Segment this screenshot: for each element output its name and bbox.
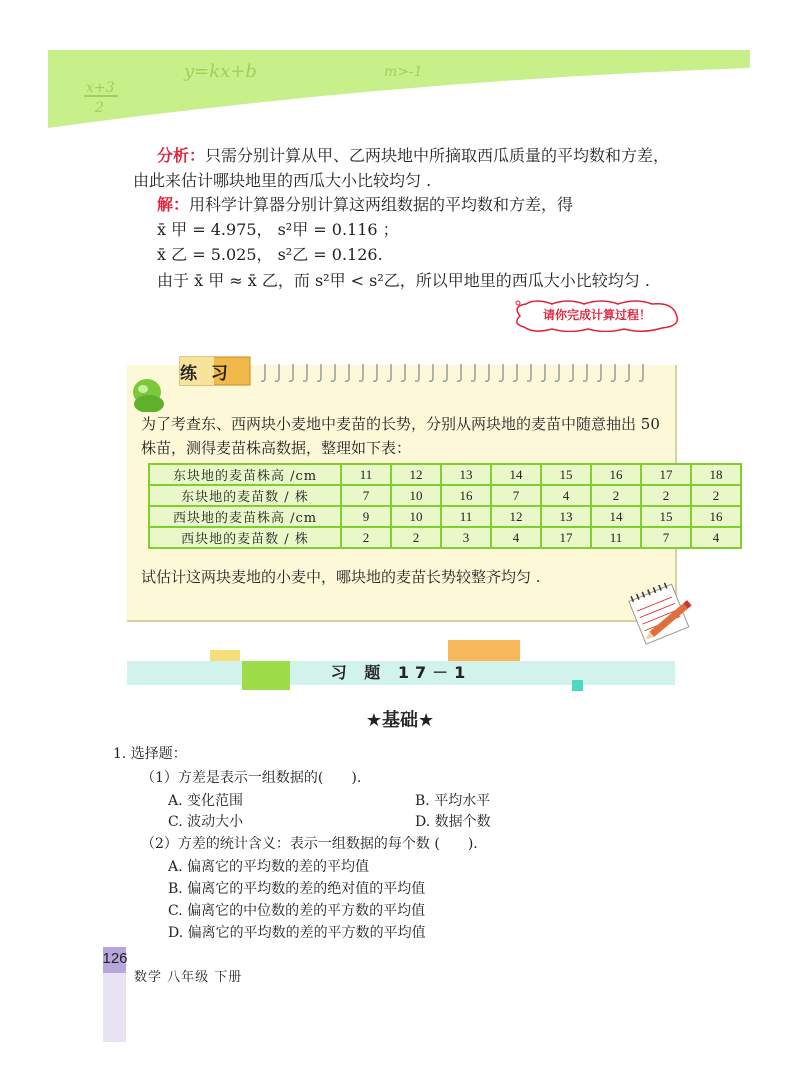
- table-cell: 7: [341, 485, 391, 506]
- table-cell: 14: [491, 464, 541, 485]
- table-cell: 16: [441, 485, 491, 506]
- question-1: 1. 选择题：: [113, 746, 187, 762]
- option-1-2-c: C. 偏离它的中位数的差的平方数的平均值: [168, 903, 426, 919]
- table-cell: 11: [591, 527, 641, 548]
- table-cell: 4: [491, 527, 541, 548]
- table-cell: 10: [391, 485, 441, 506]
- practice-question: 试估计这两块麦地的小麦中，哪块地的麦苗长势较整齐均匀 .: [141, 568, 541, 586]
- book-title: 数学 八年级 下册: [134, 970, 243, 985]
- table-cell: 12: [391, 464, 441, 485]
- formula-linear: y=kx+b: [184, 61, 257, 82]
- table-row: [149, 527, 741, 548]
- table-cell: 2: [591, 485, 641, 506]
- practice-text: 为了考查东、西两块小麦地中麦苗的长势，分别从两块地的麦苗中随意抽出 50 株苗，测得麦苗株高数据，整理如下表：: [141, 415, 660, 457]
- table-row-header: 西块地的麦苗数 / 株: [149, 527, 341, 548]
- analysis-text-1: 只需分别计算从甲、乙两块地中所摘取西瓜质量的平均数和方差，: [205, 146, 670, 165]
- option-1-2-a: A. 偏离它的平均数的差的平均值: [168, 859, 370, 875]
- table-row: [149, 506, 741, 527]
- option-1-1-d: D. 数据个数: [415, 814, 491, 830]
- formula-fraction-num: x+3: [86, 80, 115, 96]
- basics-heading: [340, 706, 460, 732]
- cloud-note: 请你完成计算过程！: [542, 308, 651, 322]
- table-cell: 13: [441, 464, 491, 485]
- notepad-pencil-icon: [622, 578, 702, 650]
- table-cell: 12: [491, 506, 541, 527]
- table-cell: 16: [591, 464, 641, 485]
- table-cell: 2: [641, 485, 691, 506]
- table-cell: 14: [591, 506, 641, 527]
- table-cell: 16: [691, 506, 741, 527]
- option-1-1-b: B. 平均水平: [415, 793, 491, 809]
- option-1-2-d: D. 偏离它的平均数的差的平方数的平均值: [168, 925, 426, 941]
- solution-line-1: x̄ 甲 = 4.975， s²甲 = 0.116 ；: [157, 220, 399, 239]
- table-cell: 15: [641, 506, 691, 527]
- solution-line-3: 由于 x̄ 甲 ≈ x̄ 乙，而 s²甲 < s²乙，所以甲地里的西瓜大小比较均匀 .: [157, 271, 650, 290]
- question-1-2: （2）方差的统计含义：表示一组数据的每个数 ( ).: [141, 836, 478, 852]
- formula-fraction-den: 2: [95, 100, 104, 116]
- table-cell: 17: [641, 464, 691, 485]
- table-cell: 3: [441, 527, 491, 548]
- table-cell: 2: [341, 527, 391, 548]
- table-cell: 10: [391, 506, 441, 527]
- table-cell: 9: [341, 506, 391, 527]
- option-1-1-c: C. 波动大小: [168, 814, 244, 830]
- practice-table: [148, 463, 742, 549]
- table-row-header: 西块地的麦苗株高 /cm: [149, 506, 341, 527]
- solution-line-2: x̄ 乙 = 5.025， s²乙 = 0.126.: [157, 245, 383, 264]
- table-cell: 7: [491, 485, 541, 506]
- solution-text: 用科学计算器分别计算这两组数据的平均数和方差，得: [189, 195, 574, 214]
- analysis-line-1: [157, 145, 669, 167]
- table-cell: 13: [541, 506, 591, 527]
- formula-inequality: m>-1: [384, 64, 423, 80]
- basics-label: ★基础★: [365, 710, 435, 731]
- table-cell: 2: [691, 485, 741, 506]
- table-cell: 15: [541, 464, 591, 485]
- table-cell: 11: [341, 464, 391, 485]
- table-cell: 4: [541, 485, 591, 506]
- table-row: [149, 485, 741, 506]
- table-cell: 17: [541, 527, 591, 548]
- header-decoration: [0, 0, 800, 135]
- table-row-header: 东块地的麦苗数 / 株: [149, 485, 341, 506]
- exercise-title: 习 题 17－1: [330, 663, 472, 682]
- analysis-text-2: 由此来估计哪块地里的西瓜大小比较均匀 .: [133, 171, 432, 190]
- page-number: 126: [102, 950, 128, 967]
- table-cell: 4: [691, 527, 741, 548]
- table-row: [149, 464, 741, 485]
- practice-title: 练 习: [180, 364, 232, 384]
- solution-label: 解：: [157, 195, 190, 214]
- question-1-1: （1）方差是表示一组数据的( ).: [141, 770, 362, 786]
- option-1-1-a: A. 变化范围: [168, 793, 244, 809]
- solution-line: [157, 194, 573, 216]
- table-cell: 11: [441, 506, 491, 527]
- table-cell: 2: [391, 527, 441, 548]
- table-cell: 7: [641, 527, 691, 548]
- table-cell: 18: [691, 464, 741, 485]
- option-1-2-b: B. 偏离它的平均数的差的绝对值的平均值: [168, 881, 426, 897]
- analysis-label: 分析：: [157, 146, 206, 165]
- table-row-header: 东块地的麦苗株高 /cm: [149, 464, 341, 485]
